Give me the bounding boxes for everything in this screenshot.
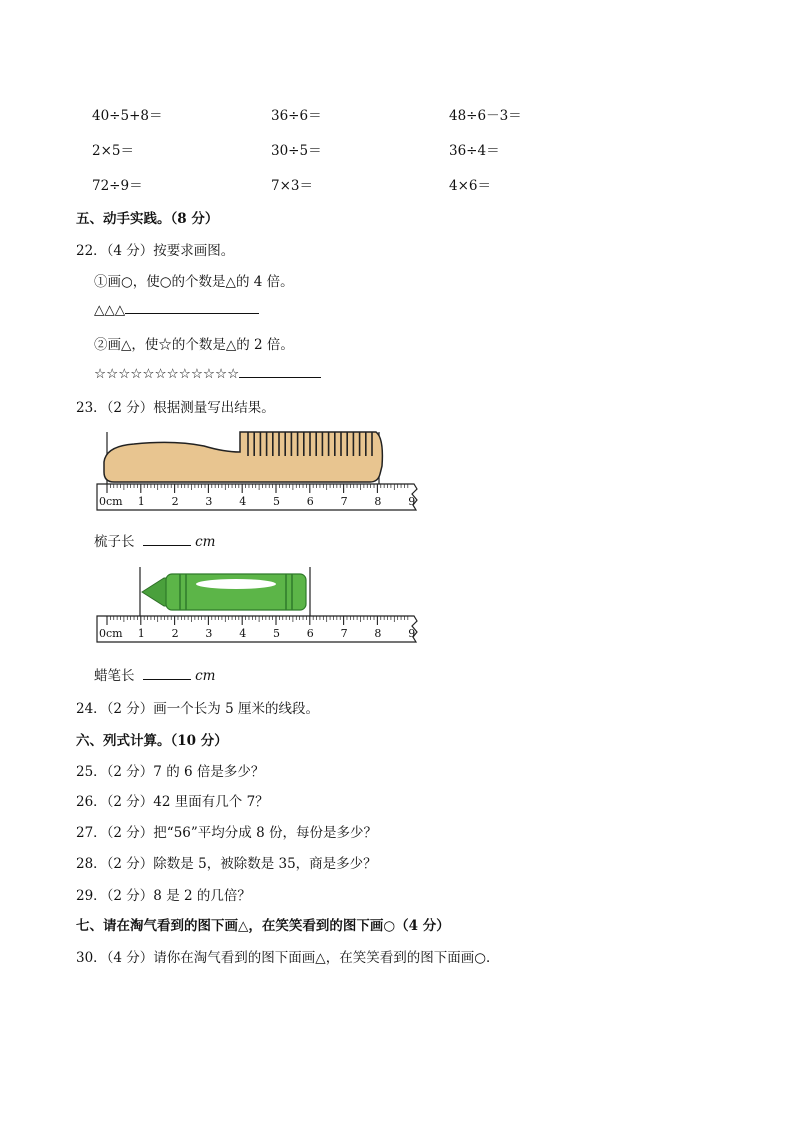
unit-label: cm bbox=[195, 534, 216, 550]
calc-item: 30÷5＝ bbox=[271, 143, 322, 159]
section-title: 六、列式计算。（10 分） bbox=[76, 733, 228, 749]
ruler-tick-label: 0cm bbox=[99, 627, 123, 640]
question-28: 28．（2 分）除数是 5，被除数是 35，商是多少？ bbox=[76, 856, 377, 872]
section-title: 五、动手实践。（8 分） bbox=[76, 211, 219, 227]
ruler-tick-label: 1 bbox=[137, 495, 145, 508]
ruler-tick-label: 0cm bbox=[99, 495, 123, 508]
ruler-tick-label: 2 bbox=[171, 627, 179, 640]
ruler-tick-label: 6 bbox=[306, 495, 314, 508]
ruler-body bbox=[97, 616, 417, 642]
calc-item: 48÷6－3＝ bbox=[449, 108, 522, 124]
comb-label: 梳子长 bbox=[94, 534, 135, 550]
ruler-tick-label: 4 bbox=[239, 495, 247, 508]
calc-item: 2×5＝ bbox=[92, 143, 134, 159]
question-30: 30．（4 分）请你在淘气看到的图下面画△，在笑笑看到的图下面画○． bbox=[76, 950, 500, 966]
question-24: 24．（2 分）画一个长为 5 厘米的线段。 bbox=[76, 701, 319, 717]
ruler-tick-label: 6 bbox=[306, 627, 314, 640]
crayon-answer-line bbox=[94, 664, 215, 684]
ruler-tick-label: 7 bbox=[340, 627, 348, 640]
stars-given: ☆☆☆☆☆☆☆☆☆☆☆☆ bbox=[94, 366, 240, 382]
answer-blank[interactable] bbox=[239, 365, 321, 378]
ruler-tick-label: 9 bbox=[408, 495, 416, 508]
calc-item: 4×6＝ bbox=[449, 178, 491, 194]
section-title: 七、请在淘气看到的图下画△，在笑笑看到的图下画○（4 分） bbox=[76, 918, 450, 934]
answer-blank[interactable] bbox=[143, 533, 191, 546]
unit-label: cm bbox=[195, 668, 216, 684]
calc-item: 36÷6＝ bbox=[271, 108, 322, 124]
question-22: 22．（4 分）按要求画图。 bbox=[76, 243, 235, 259]
ruler-tick-label: 5 bbox=[273, 627, 280, 640]
crayon-icon bbox=[142, 574, 306, 610]
ruler-tick-label: 5 bbox=[273, 495, 280, 508]
calc-item: 36÷4＝ bbox=[449, 143, 500, 159]
ruler-tick-label: 8 bbox=[374, 495, 382, 508]
ruler-tick-label: 7 bbox=[340, 495, 348, 508]
q22-sub2: ②画△，使☆的个数是△的 2 倍。 bbox=[94, 337, 294, 353]
triangles-given: △△△ bbox=[94, 302, 126, 318]
calc-item: 40÷5+8＝ bbox=[92, 108, 163, 124]
comb-ruler-figure bbox=[94, 426, 430, 516]
comb-answer-line bbox=[94, 530, 215, 550]
ruler-tick-label: 9 bbox=[408, 627, 416, 640]
ruler-tick-label: 2 bbox=[171, 495, 179, 508]
crayon-ruler-figure bbox=[94, 564, 430, 650]
q22-sub1: ①画○，使○的个数是△的 4 倍。 bbox=[94, 274, 294, 290]
calc-item: 72÷9＝ bbox=[92, 178, 143, 194]
calc-item: 7×3＝ bbox=[271, 178, 313, 194]
answer-blank[interactable] bbox=[125, 301, 259, 314]
ruler bbox=[97, 616, 417, 642]
q22-sub2-answer bbox=[94, 365, 321, 382]
ruler-tick-label: 3 bbox=[205, 495, 213, 508]
comb-icon bbox=[104, 432, 382, 482]
question-23: 23．（2 分）根据测量写出结果。 bbox=[76, 400, 275, 416]
ruler-tick-label: 4 bbox=[239, 627, 247, 640]
ruler-tick-label: 1 bbox=[137, 627, 145, 640]
answer-blank[interactable] bbox=[143, 667, 191, 680]
ruler-tick-label: 3 bbox=[205, 627, 213, 640]
crayon-label: 蜡笔长 bbox=[94, 668, 135, 684]
question-26: 26．（2 分）42 里面有几个 7？ bbox=[76, 794, 269, 810]
question-25: 25．（2 分）7 的 6 倍是多少？ bbox=[76, 764, 265, 780]
ruler-body bbox=[97, 484, 417, 510]
ruler bbox=[97, 484, 417, 510]
question-29: 29．（2 分）8 是 2 的几倍？ bbox=[76, 888, 251, 904]
q22-sub1-answer bbox=[94, 301, 259, 318]
question-27: 27．（2 分）把“56”平均分成 8 份，每份是多少？ bbox=[76, 825, 377, 841]
ruler-tick-label: 8 bbox=[374, 627, 382, 640]
